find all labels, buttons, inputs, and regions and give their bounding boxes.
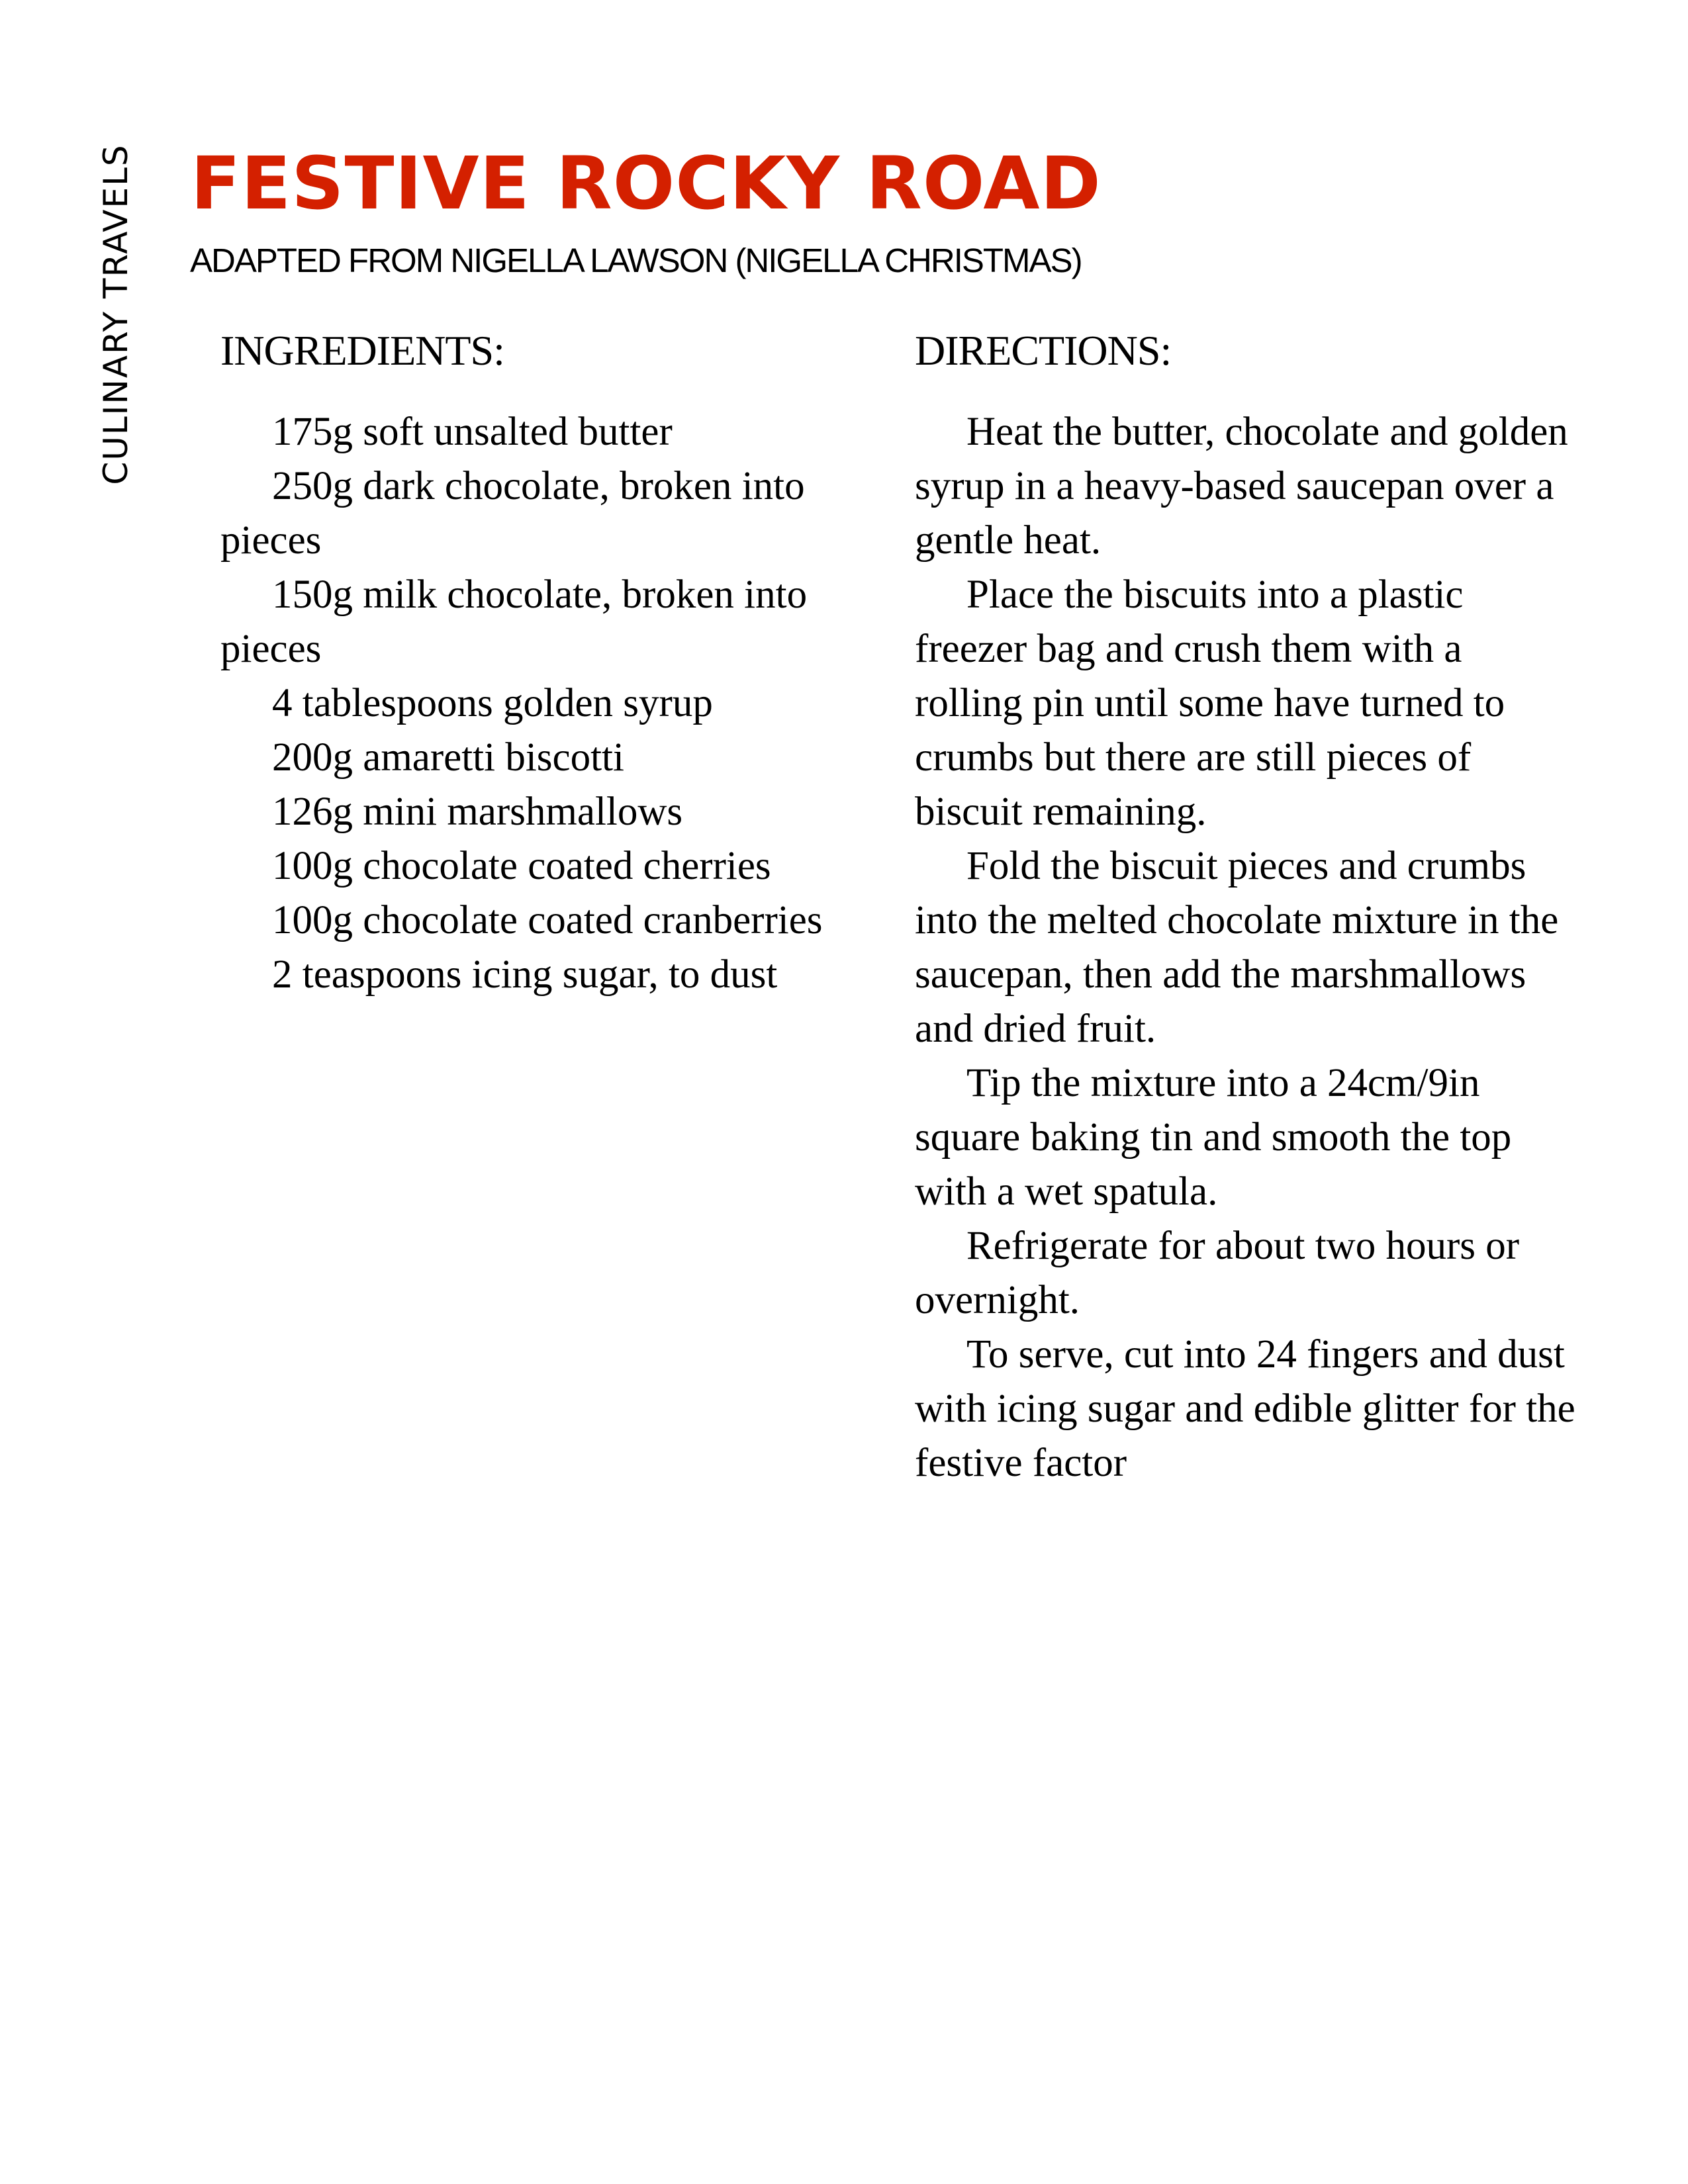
ingredient-item: 175g soft unsalted butter bbox=[272, 410, 673, 454]
ingredient-item: 150g milk chocolate, broken into pieces bbox=[220, 572, 808, 671]
direction-step: Refrigerate for about two hours or overnight. bbox=[915, 1224, 1520, 1322]
ingredient-item: 126g mini marshmallows bbox=[272, 790, 683, 834]
ingredients-section bbox=[220, 324, 882, 1002]
recipe-subtitle: ADAPTED FROM NIGELLA LAWSON (NIGELLA CHRISTMAS) bbox=[190, 242, 1082, 279]
direction-step: Heat the butter, chocolate and golden syrup in a heavy-based saucepan over a gentle heat. bbox=[915, 410, 1568, 563]
ingredient-item: 100g chocolate coated cranberries bbox=[272, 898, 823, 942]
side-label bbox=[93, 116, 139, 513]
ingredients-heading: INGREDIENTS: bbox=[220, 327, 504, 374]
ingredient-item: 100g chocolate coated cherries bbox=[272, 844, 771, 888]
ingredient-item: 250g dark chocolate, broken into pieces bbox=[220, 464, 805, 563]
ingredient-item: 2 teaspoons icing sugar, to dust bbox=[272, 952, 778, 997]
ingredients-list bbox=[220, 405, 856, 1002]
ingredient-item: 4 tablespoons golden syrup bbox=[272, 681, 713, 725]
directions-heading: DIRECTIONS: bbox=[915, 327, 1172, 374]
directions-list bbox=[915, 405, 1577, 1490]
direction-step: Tip the mixture into a 24cm/9in square baking tin and smooth the top with a wet spatula. bbox=[915, 1061, 1512, 1214]
direction-step: To serve, cut into 24 fingers and dust with icing sugar and edible glitter for the festive factor bbox=[915, 1332, 1575, 1485]
direction-step: Place the biscuits into a plastic freezer bag and crush them with a rolling pin until some have turned to crumbs but there are still pieces of biscuit remaining. bbox=[915, 572, 1505, 834]
recipe-title: FESTIVE ROCKY ROAD bbox=[191, 141, 1102, 226]
directions-section bbox=[915, 324, 1577, 1490]
direction-step: Fold the biscuit pieces and crumbs into the melted chocolate mixture in the saucepan, then add the marshmallows and dried fruit. bbox=[915, 844, 1559, 1051]
side-label-text: CULINARY TRAVELS bbox=[97, 144, 135, 485]
ingredient-item: 200g amaretti biscotti bbox=[272, 735, 624, 780]
